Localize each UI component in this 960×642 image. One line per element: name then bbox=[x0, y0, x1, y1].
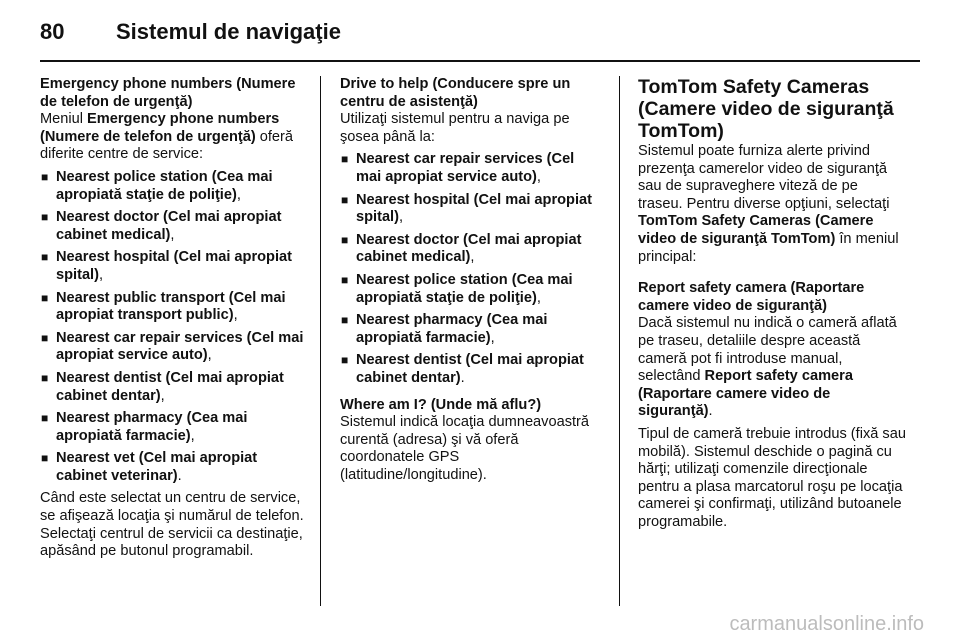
column-divider-2 bbox=[619, 76, 620, 606]
page-number: 80 bbox=[40, 19, 65, 44]
where-am-i-heading: Where am I? (Unde mă aflu?) bbox=[340, 396, 542, 413]
emergency-closing: Când este selectat un centru de service, se afişează locaţia şi numărul de telefon. Selectaţi centrul de servicii ca destinaţie, apăsând pe butonul programabil. bbox=[40, 490, 304, 560]
page-header bbox=[40, 12, 341, 52]
list-item: ■ Nearest dentist (Cel mai apropiat cabinet dentar), bbox=[40, 370, 306, 405]
column-safety-cameras bbox=[638, 76, 906, 531]
emergency-heading: Emergency phone numbers (Numere de telefon de urgenţă) bbox=[40, 76, 296, 110]
list-item: ■ Nearest hospital (Cel mai apropiat spital), bbox=[340, 192, 602, 227]
safety-cameras-intro: Sistemul poate furniza alerte privind prezenţa camerelor video de siguranţă sau de supraveghere viteză de pe traseu. Pentru diverse opţiuni, selectaţi TomTom Safety Cameras (Camere video de siguranţă TomTom) în meniul principal: bbox=[638, 143, 899, 265]
report-camera-heading: Report safety camera (Raportare camere video de siguranţă) bbox=[638, 280, 865, 314]
list-item: ■ Nearest police station (Cea mai apropiată staţie de poliţie), bbox=[40, 169, 306, 204]
list-item: ■ Nearest police station (Cea mai apropiată staţie de poliţie), bbox=[340, 272, 602, 307]
where-am-i-text: Sistemul indică locaţia dumneavoastră curentă (adresa) şi vă oferă coordonatele GPS (latitudine/longitudine). bbox=[340, 414, 590, 483]
watermark: carmanualsonline.info bbox=[729, 613, 924, 635]
list-item: ■ Nearest doctor (Cel mai apropiat cabinet medical), bbox=[340, 232, 602, 267]
list-item: ■ Nearest car repair services (Cel mai apropiat service auto), bbox=[40, 330, 306, 365]
section-title: Sistemul de navigaţie bbox=[116, 19, 341, 44]
column-divider-1 bbox=[320, 76, 321, 606]
report-camera-text: Dacă sistemul nu indică o cameră aflată pe traseu, detaliile despre această cameră pot fi introduse manual, selectând Report safety camera (Raportare camere video de siguranţă). bbox=[638, 315, 897, 420]
drive-help-heading: Drive to help (Conducere spre un centru de asistenţă) bbox=[340, 76, 571, 110]
drive-help-intro: Utilizaţi sistemul pentru a naviga pe şosea până la: bbox=[340, 111, 570, 145]
header-rule bbox=[40, 60, 920, 62]
list-item: ■ Nearest hospital (Cel mai apropiat spital), bbox=[40, 249, 306, 284]
drive-help-list bbox=[340, 151, 602, 387]
list-item: ■ Nearest pharmacy (Cea mai apropiată farmacie), bbox=[340, 312, 602, 347]
list-item: ■ Nearest doctor (Cel mai apropiat cabinet medical), bbox=[40, 209, 306, 244]
emergency-list bbox=[40, 169, 306, 486]
camera-type-text: Tipul de cameră trebuie introdus (fixă sau mobilă). Sistemul deschide o pagină cu hărţi; utilizaţi comenzile direcţionale pentru a plasa marcatorul roşu pe locaţia camerei şi confirmaţi, utilizând butoanele programabile. bbox=[638, 425, 906, 530]
list-item: ■ Nearest public transport (Cel mai apropiat transport public), bbox=[40, 290, 306, 325]
column-drive-to-help bbox=[340, 76, 602, 484]
list-item: ■ Nearest car repair services (Cel mai apropiat service auto), bbox=[340, 151, 602, 186]
list-item: ■ Nearest pharmacy (Cea mai apropiată farmacie), bbox=[40, 410, 306, 445]
list-item: ■ Nearest dentist (Cel mai apropiat cabinet dentar). bbox=[340, 352, 602, 387]
safety-cameras-title: TomTom Safety Cameras (Camere video de siguranţă TomTom) bbox=[638, 76, 894, 142]
list-item: ■ Nearest vet (Cel mai apropiat cabinet veterinar). bbox=[40, 450, 306, 485]
emergency-intro: Meniul Emergency phone numbers (Numere de telefon de urgenţă) oferă diferite centre de service: bbox=[40, 111, 294, 163]
column-emergency-numbers bbox=[40, 76, 306, 561]
